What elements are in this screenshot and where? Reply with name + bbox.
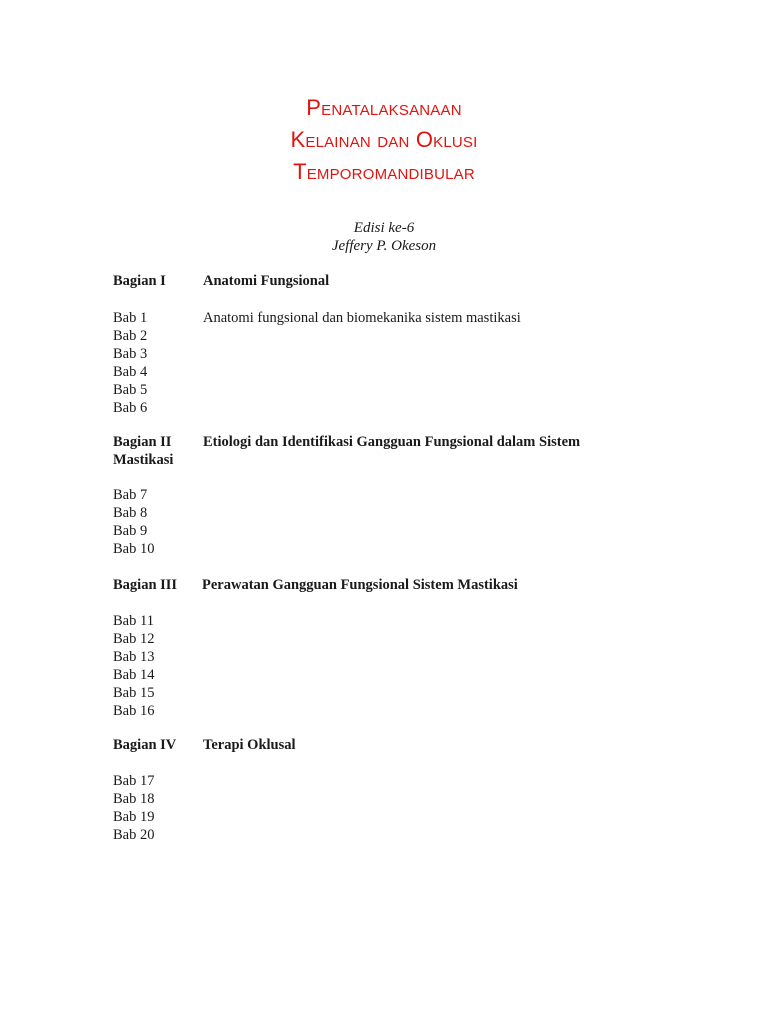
chapter-label: Bab 12	[113, 631, 155, 647]
chapter-label: Bab 6	[113, 400, 148, 416]
part-label: Bagian II	[113, 434, 172, 450]
chapter-label: Bab 9	[113, 523, 148, 539]
chapter-title: Anatomi fungsional dan biomekanika sistem mastikasi	[203, 310, 521, 326]
part-section-3	[113, 577, 673, 719]
chapter-row	[113, 826, 673, 844]
document-title	[0, 92, 768, 188]
chapter-label: Bab 10	[113, 541, 155, 557]
edition-text: Edisi ke-6	[353, 220, 415, 236]
chapter-label: Bab 19	[113, 809, 155, 825]
chapter-label: Bab 8	[113, 505, 148, 521]
part-heading	[113, 434, 673, 468]
chapter-row	[113, 309, 673, 327]
chapter-label: Bab 14	[113, 667, 155, 683]
part-title: Etiologi dan Identifikasi Gangguan Fungsional dalam Sistem	[203, 434, 581, 450]
chapter-row	[113, 540, 673, 558]
chapter-list	[113, 772, 673, 844]
chapter-row	[113, 612, 673, 630]
part-title: Perawatan Gangguan Fungsional Sistem Mastikasi	[202, 577, 518, 593]
chapter-label: Bab 17	[113, 773, 155, 789]
author-text: Jeffery P. Okeson	[331, 238, 437, 254]
part-label: Bagian III	[113, 577, 178, 593]
chapter-label: Bab 3	[113, 346, 148, 362]
part-section-4	[113, 737, 673, 843]
chapter-row	[113, 522, 673, 540]
chapter-label: Bab 2	[113, 328, 148, 344]
chapter-row	[113, 808, 673, 826]
chapter-label: Bab 18	[113, 791, 155, 807]
chapter-row	[113, 772, 673, 790]
chapter-label: Bab 7	[113, 487, 148, 503]
chapter-row	[113, 666, 673, 684]
part-section-2	[113, 434, 673, 557]
chapter-row	[113, 702, 673, 720]
chapter-row	[113, 327, 673, 345]
chapter-label: Bab 16	[113, 703, 155, 719]
chapter-row	[113, 684, 673, 702]
chapter-list	[113, 486, 673, 558]
part-title: Terapi Oklusal	[203, 737, 296, 753]
chapter-list	[113, 309, 673, 417]
chapter-label: Bab 15	[113, 685, 155, 701]
part-title-continuation: Mastikasi	[113, 452, 174, 468]
chapter-row	[113, 790, 673, 808]
chapter-row	[113, 630, 673, 648]
edition-author-block	[0, 219, 768, 255]
part-title: Anatomi Fungsional	[203, 273, 330, 289]
part-label: Bagian I	[113, 273, 166, 289]
chapter-row	[113, 486, 673, 504]
chapter-label: Bab 1	[113, 310, 148, 326]
chapter-row	[113, 345, 673, 363]
chapter-label: Bab 5	[113, 382, 148, 398]
chapter-label: Bab 4	[113, 364, 148, 380]
chapter-list	[113, 612, 673, 720]
chapter-row	[113, 648, 673, 666]
chapter-row	[113, 381, 673, 399]
chapter-row	[113, 504, 673, 522]
chapter-label: Bab 13	[113, 649, 155, 665]
title-line-3: Temporomandibular	[293, 159, 475, 184]
title-line-2: Kelainan dan Oklusi	[290, 127, 478, 152]
chapter-label: Bab 11	[113, 613, 154, 629]
chapter-label: Bab 20	[113, 827, 155, 843]
part-heading	[113, 273, 673, 291]
chapter-row	[113, 399, 673, 417]
part-heading	[113, 577, 673, 595]
title-line-1: Penatalaksanaan	[306, 95, 462, 120]
chapter-row	[113, 363, 673, 381]
part-label: Bagian IV	[113, 737, 177, 753]
part-section-1	[113, 273, 673, 416]
part-heading	[113, 737, 673, 755]
